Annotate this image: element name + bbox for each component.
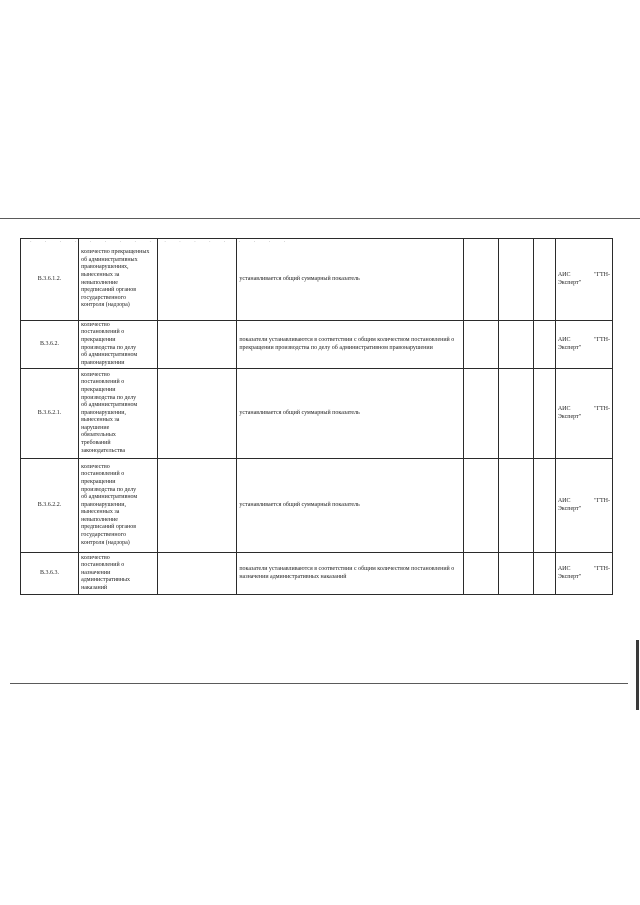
table-row	[21, 459, 613, 553]
empty-cell	[498, 459, 533, 553]
name-line: нарушение	[81, 424, 110, 431]
empty-cell	[498, 553, 533, 595]
name-line: постановлений о	[81, 471, 125, 478]
name-line: об административном	[81, 494, 138, 501]
name-line: постановлений о	[81, 562, 125, 569]
empty-cell	[463, 321, 498, 369]
scan-noise-top: · · · · · · · · · · · · · · · · · ·	[30, 240, 292, 245]
scan-edge-right	[636, 640, 639, 710]
name-line: количество	[81, 554, 110, 561]
name-line: правонарушении	[81, 359, 125, 366]
table-row	[21, 321, 613, 369]
row-name	[79, 321, 158, 369]
source-left: АИС	[557, 497, 571, 504]
row-rule: устанавливается общий суммарный показатель	[237, 459, 463, 553]
name-line: количество	[81, 463, 110, 470]
name-line: законодательства	[81, 447, 126, 454]
row-rule: показатели устанавливаются в соответствии с общим количеством постановлений о прекращении производства по делу об административном правонарушении	[237, 321, 463, 369]
name-line: прекращении	[81, 386, 116, 393]
name-line: постановлений о	[81, 379, 125, 386]
empty-cell	[463, 369, 498, 459]
name-line: обязательных	[81, 432, 116, 439]
table-row	[21, 239, 613, 321]
row-name	[79, 239, 158, 321]
row-name	[79, 459, 158, 553]
source-right: "ГТН-	[594, 405, 610, 412]
name-line: вынесенных за	[81, 271, 120, 278]
row-name	[79, 369, 158, 459]
empty-cell	[158, 553, 237, 595]
source-right: "ГТН-	[594, 336, 610, 343]
row-source	[555, 459, 612, 553]
indicator-table	[20, 238, 613, 595]
empty-cell	[533, 553, 555, 595]
name-line: предписаний органов	[81, 524, 137, 531]
name-line: вынесенных за	[81, 509, 120, 516]
name-line: назначении	[81, 569, 111, 576]
name-line: прекращении	[81, 478, 116, 485]
row-source	[555, 239, 612, 321]
name-line: производства по делу	[81, 486, 137, 493]
row-name	[79, 553, 158, 595]
name-line: невыполнение	[81, 516, 118, 523]
empty-cell	[158, 369, 237, 459]
row-source	[555, 321, 612, 369]
name-line: наказаний	[81, 584, 108, 591]
name-line: государственного	[81, 532, 126, 539]
bottom-scan-line	[10, 683, 628, 684]
empty-cell	[533, 459, 555, 553]
row-source	[555, 553, 612, 595]
source-left: АИС	[557, 565, 571, 572]
name-line: об административном	[81, 352, 138, 359]
name-line: административных	[81, 577, 131, 584]
source-line2: Эксперт"	[557, 413, 582, 420]
empty-cell	[498, 239, 533, 321]
empty-cell	[498, 321, 533, 369]
top-scan-line	[0, 218, 640, 219]
row-code: В.3.6.2.1.	[21, 369, 79, 459]
source-left: АИС	[557, 405, 571, 412]
name-line: прекращении	[81, 336, 116, 343]
source-line2: Эксперт"	[557, 573, 582, 580]
empty-cell	[533, 369, 555, 459]
row-rule: показатели устанавливаются в соответствии с общим количеством постановлений о назначении административных наказаний	[237, 553, 463, 595]
source-right: "ГТН-	[594, 565, 610, 572]
empty-cell	[533, 321, 555, 369]
name-line: количество прекращенных	[81, 249, 150, 256]
name-line: невыполнение	[81, 279, 118, 286]
empty-cell	[158, 459, 237, 553]
empty-cell	[463, 459, 498, 553]
row-rule: устанавливается общий суммарный показатель	[237, 369, 463, 459]
name-line: контроля (надзора)	[81, 539, 130, 546]
name-line: об административном	[81, 402, 138, 409]
name-line: производства по делу	[81, 344, 137, 351]
empty-cell	[533, 239, 555, 321]
table-row	[21, 369, 613, 459]
name-line: правонарушении,	[81, 409, 126, 416]
empty-cell	[158, 321, 237, 369]
name-line: предписаний органов	[81, 287, 137, 294]
name-line: требований	[81, 440, 111, 447]
empty-cell	[158, 239, 237, 321]
source-line2: Эксперт"	[557, 279, 582, 286]
empty-cell	[463, 239, 498, 321]
empty-cell	[463, 553, 498, 595]
indicator-table-body	[21, 239, 613, 595]
source-line2: Эксперт"	[557, 344, 582, 351]
source-left: АИС	[557, 336, 571, 343]
row-rule: устанавливается общий суммарный показатель	[237, 239, 463, 321]
row-source	[555, 369, 612, 459]
name-line: правонарушениях,	[81, 264, 129, 271]
name-line: государственного	[81, 294, 126, 301]
table-row	[21, 553, 613, 595]
row-code: В.3.6.2.2.	[21, 459, 79, 553]
name-line: контроля (надзора)	[81, 302, 130, 309]
source-left: АИС	[557, 271, 571, 278]
name-line: об административных	[81, 256, 138, 263]
source-right: "ГТН-	[594, 497, 610, 504]
row-code: В.3.6.1.2.	[21, 239, 79, 321]
name-line: постановлений о	[81, 329, 125, 336]
name-line: количество	[81, 321, 110, 328]
source-right: "ГТН-	[594, 271, 610, 278]
source-line2: Эксперт"	[557, 505, 582, 512]
name-line: правонарушении,	[81, 501, 126, 508]
name-line: количество	[81, 371, 110, 378]
name-line: производства по делу	[81, 394, 137, 401]
row-code: В.3.6.3.	[21, 553, 79, 595]
empty-cell	[498, 369, 533, 459]
name-line: вынесенных за	[81, 417, 120, 424]
row-code: В.3.6.2.	[21, 321, 79, 369]
